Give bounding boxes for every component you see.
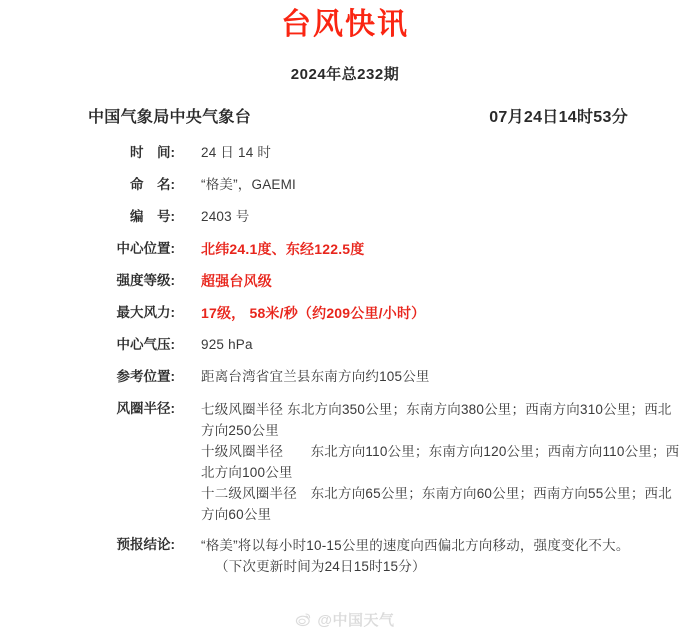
field-row-number (0, 207, 690, 227)
field-value: 超强台风级 (201, 273, 272, 289)
field-row-center-pressure (0, 335, 690, 355)
field-label: 时 间: (130, 145, 175, 160)
field-row-forecast (0, 535, 690, 577)
field-value: “格美”，GAEMI (201, 177, 296, 192)
field-row-max-wind (0, 303, 690, 323)
field-label: 预报结论: (116, 537, 175, 552)
wind-radius-line-7: 七级风圈半径 东北方向350公里；东南方向380公里；西南方向310公里；西北方向250公里 (201, 402, 672, 438)
wind-radius-line-12: 十二级风圈半径 东北方向65公里；东南方向60公里；西南方向55公里；西北方向60公里 (201, 486, 672, 522)
field-row-center-position (0, 239, 690, 259)
field-row-time (0, 143, 690, 163)
issue-timestamp: 07月24日14时53分 (489, 109, 628, 126)
field-label: 参考位置: (116, 369, 175, 384)
wind-radius-line-10: 十级风圈半径 东北方向110公里；东南方向120公里；西南方向110公里；西北方向100公里 (201, 444, 680, 480)
field-row-reference-position (0, 367, 690, 387)
page-title: 台风快讯 (281, 8, 409, 41)
field-label: 命 名: (130, 177, 175, 192)
field-row-name (0, 175, 690, 195)
field-label: 编 号: (130, 209, 175, 224)
forecast-next-update: （下次更新时间为24日15时15分） (215, 559, 426, 574)
field-value: 24 日 14 时 (201, 145, 272, 160)
watermark-text: @中国天气 (317, 612, 395, 629)
field-list (0, 127, 690, 577)
issuing-organization: 中国气象局中央气象台 (88, 109, 252, 126)
field-row-wind-radius (0, 399, 690, 525)
weibo-icon (295, 611, 312, 628)
field-value: 17级， 58米/秒（约209公里/小时） (201, 305, 426, 321)
field-value: 北纬24.1度、东经122.5度 (201, 241, 365, 257)
issue-number: 2024年总232期 (290, 66, 400, 83)
field-label: 中心气压: (116, 337, 175, 352)
forecast-body: “格美”将以每小时10-15公里的速度向西偏北方向移动，强度变化不大。 (201, 538, 630, 553)
field-row-intensity-grade (0, 271, 690, 291)
field-value: 距离台湾省宜兰县东南方向约105公里 (201, 369, 430, 384)
field-value (175, 399, 680, 525)
field-label: 最大风力: (116, 305, 175, 320)
field-label: 中心位置: (116, 241, 175, 256)
field-value (175, 535, 680, 577)
field-value: 925 hPa (201, 337, 253, 352)
field-label: 强度等级: (116, 273, 175, 288)
watermark (0, 609, 690, 630)
field-value: 2403 号 (201, 209, 250, 224)
org-row (0, 84, 690, 127)
field-label: 风圈半径: (116, 401, 175, 416)
